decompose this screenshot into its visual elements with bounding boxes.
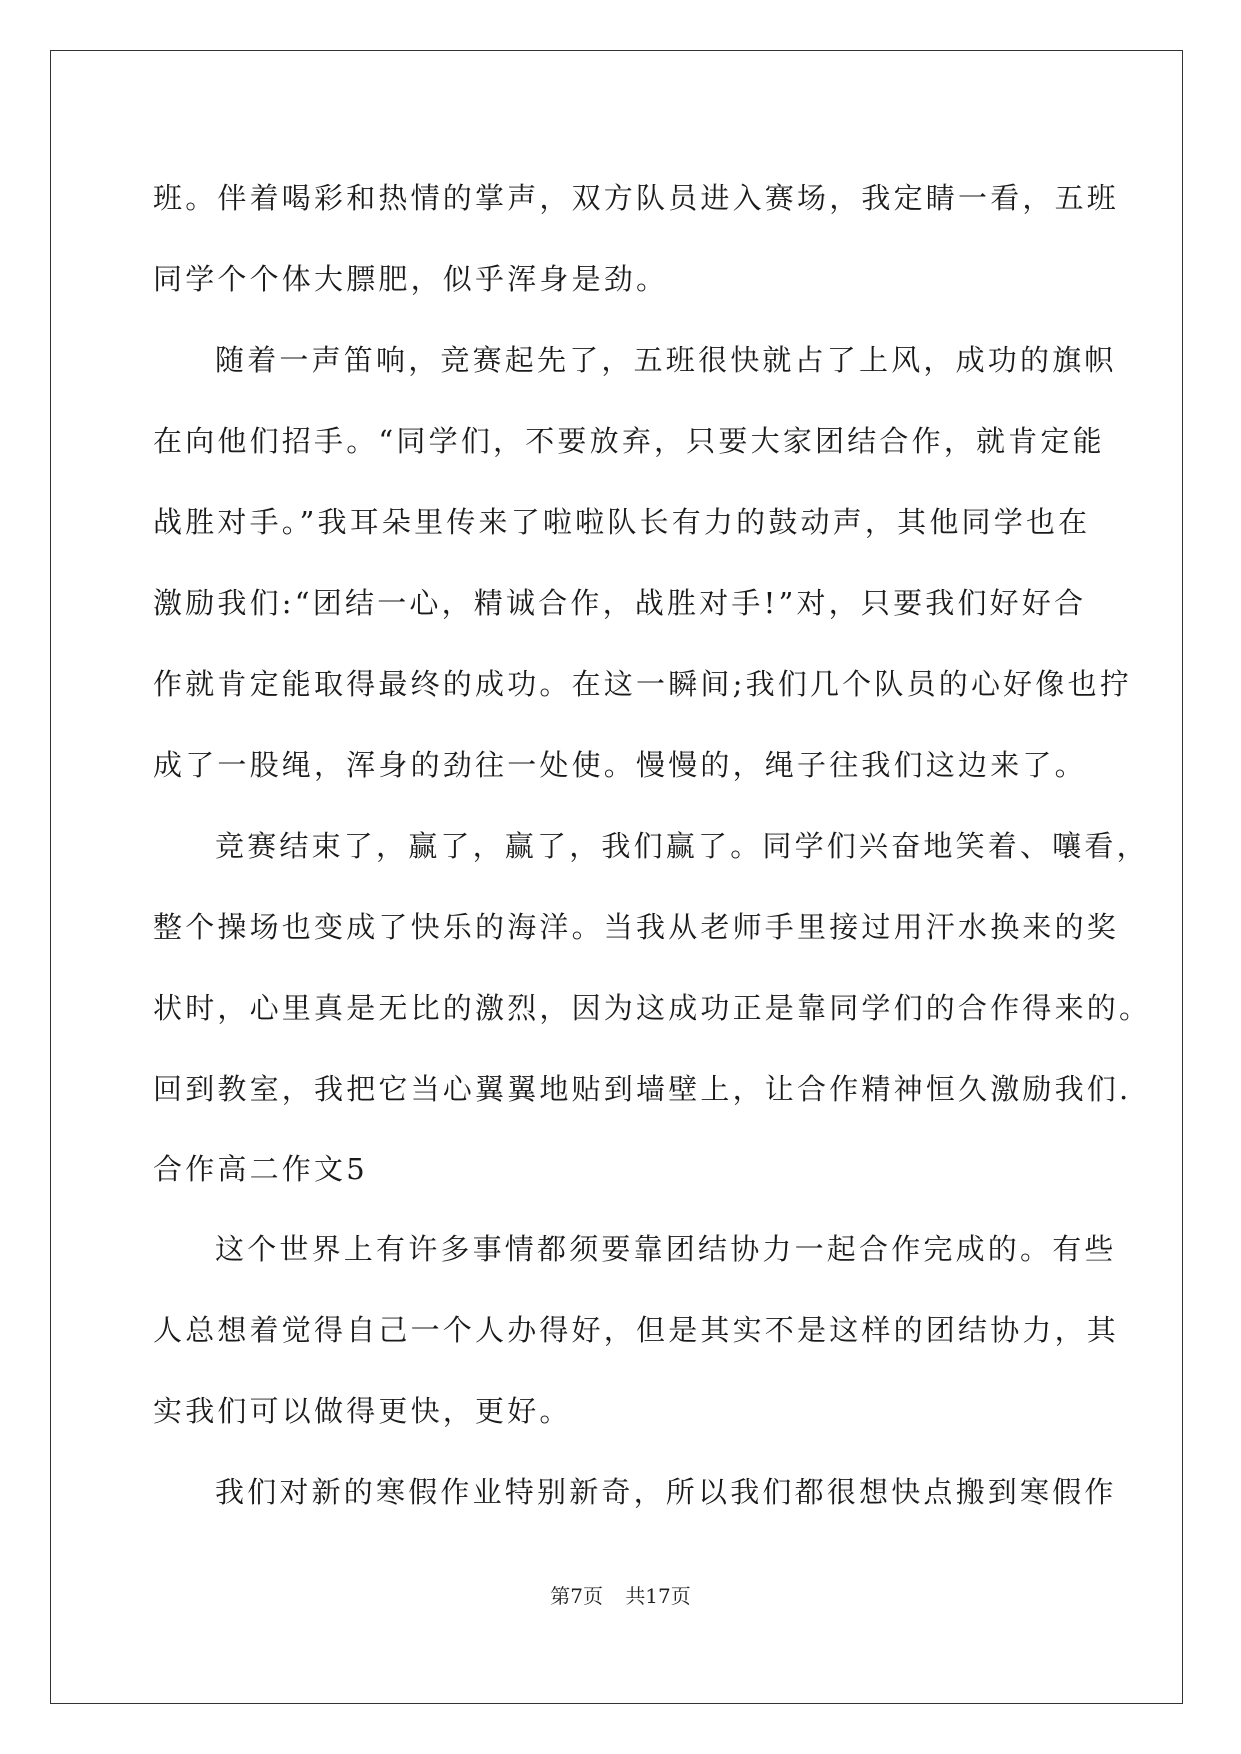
text-line: 激励我们:“团结一心，精诚合作，战胜对手!”对，只要我们好好合 [153,586,1087,620]
text-line: 状时，心里真是无比的激烈，因为这成功正是靠同学们的合作得来的。 [153,991,1152,1025]
text-line: 这个世界上有许多事情都须要靠团结协力一起合作完成的。有些 [215,1232,1117,1266]
text-line: 随着一声笛响，竞赛起先了，五班很快就占了上风，成功的旗帜 [215,343,1117,377]
text-line: 实我们可以做得更快，更好。 [153,1394,572,1428]
text-line: 人总想着觉得自己一个人办得好，但是其实不是这样的团结协力，其 [153,1313,1120,1347]
text-line: 整个操场也变成了快乐的海洋。当我从老师手里接过用汗水换来的奖 [153,910,1120,944]
document-body [153,158,1152,1533]
section-heading: 合作高二作文5 [153,1152,368,1186]
text-line: 成了一股绳，浑身的劲往一处使。慢慢的，绳子往我们这边来了。 [153,748,1087,782]
text-line: 竞赛结束了，赢了，赢了，我们赢了。同学们兴奋地笑着、嚷看， [215,829,1149,863]
text-line: 回到教室，我把它当心翼翼地贴到墙壁上，让合作精神恒久激励我们. [153,1072,1132,1106]
page-number: 第7页 [550,1584,603,1608]
page-footer [0,1580,1241,1609]
text-line: 班。伴着喝彩和热情的掌声，双方队员进入赛场，我定睛一看，五班 [153,181,1120,215]
text-line: 我们对新的寒假作业特别新奇，所以我们都很想快点搬到寒假作 [215,1475,1117,1509]
text-line: 在向他们招手。“同学们，不要放弃，只要大家团结合作，就肯定能 [153,424,1105,458]
text-line: 战胜对手。”我耳朵里传来了啦啦队长有力的鼓动声，其他同学也在 [153,505,1091,539]
text-line: 同学个个体大膘肥，似乎浑身是劲。 [153,262,669,296]
page-total: 共17页 [625,1584,691,1608]
text-line: 作就肯定能取得最终的成功。在这一瞬间;我们几个队员的心好像也拧 [153,667,1132,701]
